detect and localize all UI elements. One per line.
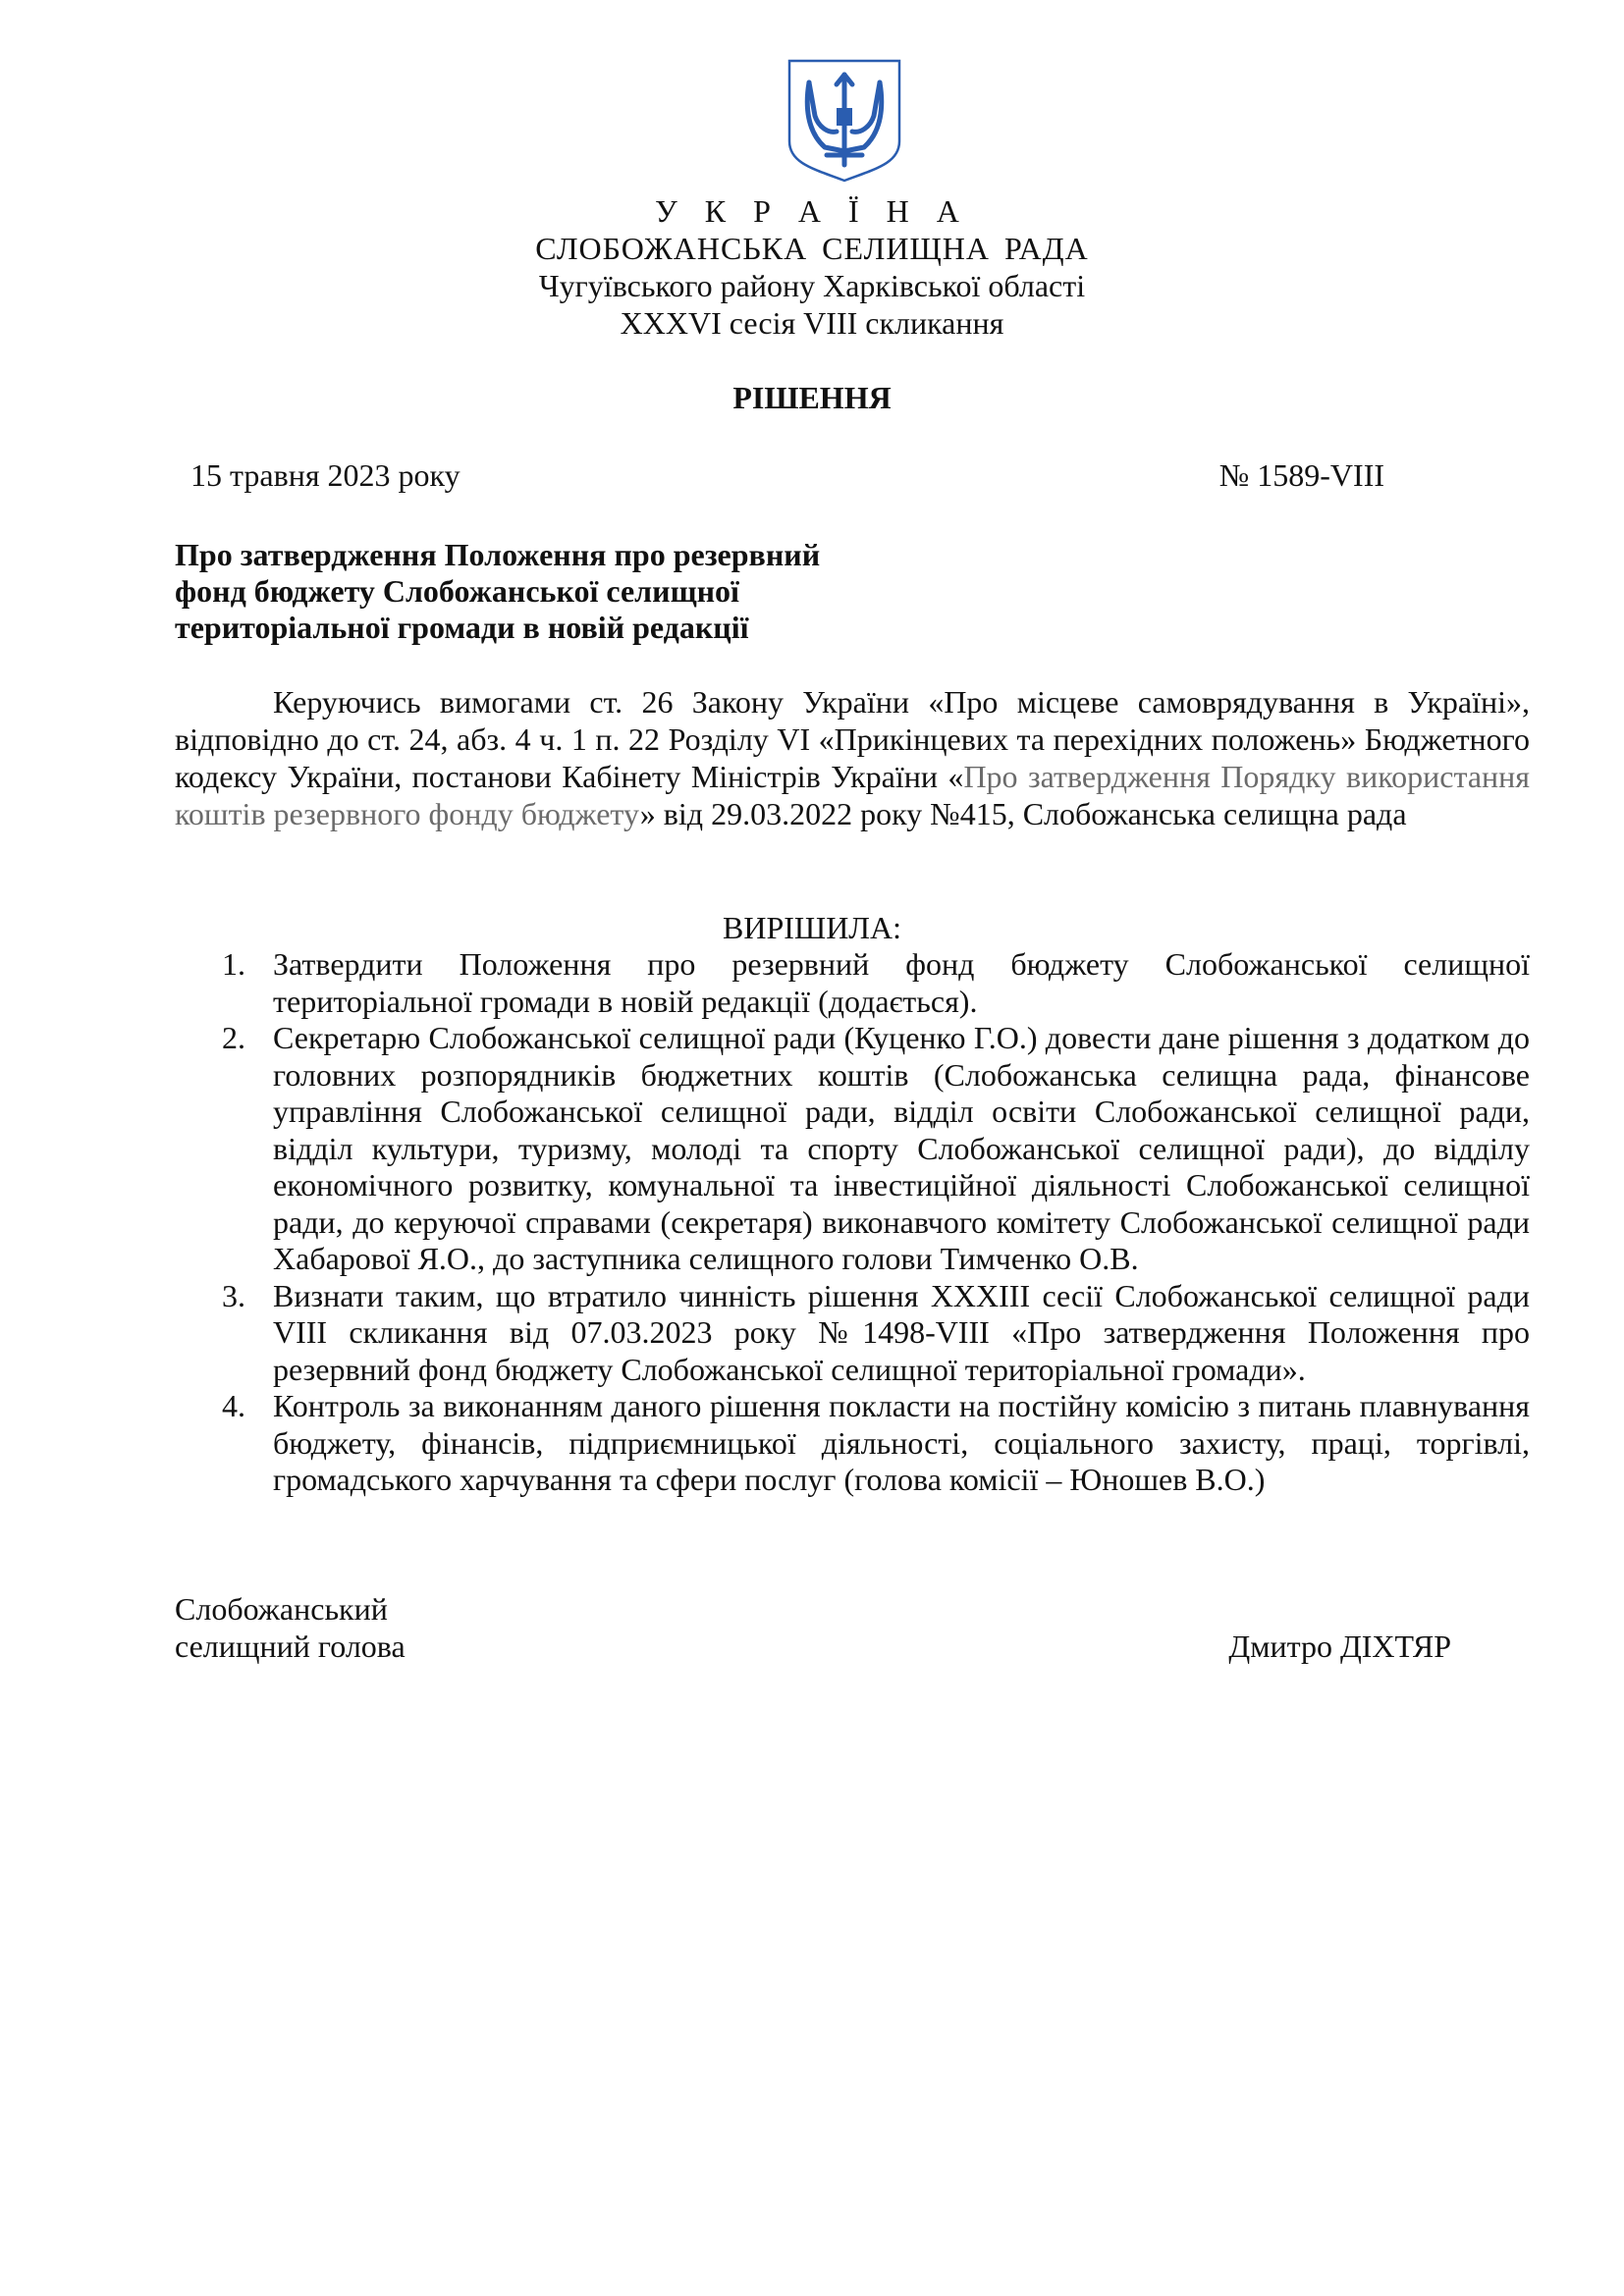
signatory-title	[175, 1590, 406, 1665]
preamble-paragraph	[175, 683, 1530, 832]
item-text: Секретарю Слобожанської селищної ради (Куценко Г.О.) довести дане рішення з додатком до головних розпорядників бюджетних коштів (Слобожанська селищна рада, фінансове управління Слобожанської селищної ради, відділ освіти Слобожанської селищної ради, відділ культури, туризму, молоді та спорту Слобожанської селищної ради), до відділу економічного розвитку, комунальної та інвестиційної діяльності Слобожанської селищної ради, до керуючої справами (секретаря) виконавчого комітету Слобожанської селищної ради Хабарової Я.О., до заступника селищного голови Тимченко О.В.	[273, 1020, 1530, 1276]
header-country: У К Р А Ї Н А	[655, 193, 969, 229]
list-item	[175, 946, 1530, 1020]
item-number: 3.	[222, 1277, 245, 1313]
signatory-title-line-1: Слобожанський	[175, 1591, 388, 1627]
item-number: 4.	[222, 1388, 245, 1423]
item-number: 1.	[222, 946, 245, 982]
signatory-name: Дмитро ДІХТЯР	[1228, 1629, 1451, 1664]
item-text: Визнати таким, що втратило чинність рішення XXXIII сесії Слобожанської селищної ради VIII скликання від 07.03.2023 року №1498-VIII «Про затвердження Положення про резервний фонд бюджету Слобожанської селищної територіальної громади».	[273, 1277, 1530, 1387]
decision-date: 15 травня 2023 року	[190, 457, 460, 493]
header-council: СЛОБОЖАНСЬКА СЕЛИЩНА РАДА	[535, 231, 1089, 266]
list-item	[175, 1278, 1530, 1389]
decision-title: РІШЕННЯ	[732, 380, 892, 415]
preamble-resolution-title: Про затвердження Порядку використання коштів резервного фонду бюджету	[175, 759, 1531, 831]
list-item	[175, 1020, 1530, 1278]
preamble-part-1: Керуючись вимогами ст. 26 Закону України «Про місцеве самоврядування в Україні», відповідно до ст. 24, абз. 4 ч. 1 п. 22 Розділу VI «Прикінцевих та перехідних положень» Бюджетного кодексу України, постанови Кабінету Міністрів України «	[175, 684, 1530, 794]
subject-line-3: територіальної громади в новій редакції	[175, 610, 749, 645]
item-number: 2.	[222, 1020, 245, 1055]
list-item	[175, 1388, 1530, 1499]
header-district: Чугуївського району Харківської області	[538, 268, 1086, 303]
item-text: Контроль за виконанням даного рішення покласти на постійну комісію з питань плавнування бюджету, фінансів, підприємницької діяльності, соціального захисту, праці, торгівлі, громадського харчування та сфери послуг (голова комісії – Юношев В.О.)	[273, 1388, 1530, 1497]
item-text: Затвердити Положення про резервний фонд бюджету Слобожанської селищної територіальної громади в новій редакції (додається).	[273, 946, 1530, 1019]
preamble-part-2: » від 29.03.2022 року №415, Слобожанська селищна рада	[639, 796, 1407, 831]
decision-items-list	[175, 946, 1530, 1499]
ukraine-trident-emblem-icon	[785, 57, 903, 185]
resolved-label: ВИРІШИЛА:	[723, 910, 901, 945]
header-session: XXXVI сесія VIII скликання	[620, 305, 1004, 341]
signatory-title-line-2: селищний голова	[175, 1629, 406, 1664]
subject-line-2: фонд бюджету Слобожанської селищної	[175, 573, 739, 609]
decision-subject	[175, 537, 921, 646]
decision-number: № 1589-VIII	[1218, 457, 1384, 493]
subject-line-1: Про затвердження Положення про резервний	[175, 537, 821, 572]
